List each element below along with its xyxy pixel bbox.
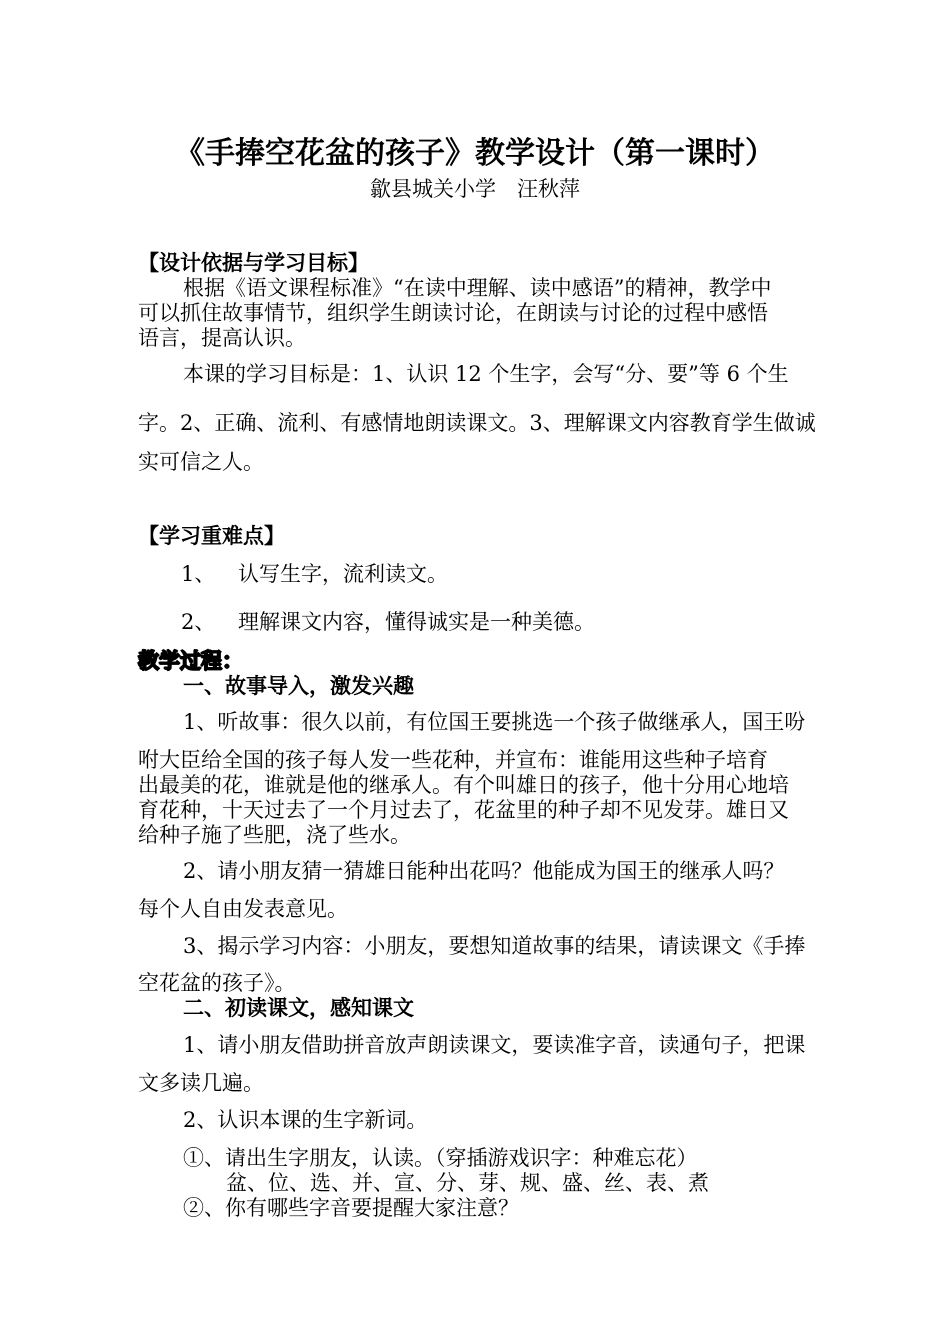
new-characters-list: 盆、位、选、并、宣、分、芽、规、盛、丝、表、煮 [226,1171,709,1195]
paragraph-line: 实可信之人。 [138,450,264,474]
part-heading-story-intro: 一、故事导入，激发兴趣 [183,673,414,698]
list-item-text: 认写生字，流利读文。 [238,562,448,586]
paragraph-line: 可以抓住故事情节，组织学生朗读讨论，在朗读与讨论的过程中感悟 [138,301,768,325]
paragraph-line: 育花种，十天过去了一个月过去了，花盆里的种子却不见发芽。雄日又 [138,798,789,822]
paragraph-line: 出最美的花，谁就是他的继承人。有个叫雄日的孩子，他十分用心地培 [138,773,789,797]
section-heading-design-basis: 【设计依据与学习目标】 [138,250,369,275]
paragraph-line: 根据《语文课程标准》“在读中理解、读中感语”的精神，教学中 [183,276,772,300]
process-heading: 教学过程： [138,648,243,673]
paragraph-line: 每个人自由发表意见。 [138,897,348,921]
section-heading-key-points: 【学习重难点】 [138,523,285,548]
list-item-number: 2、 [181,610,216,634]
paragraph-line: 2、请小朋友猜一猜雄日能种出花吗？他能成为国王的继承人吗？ [183,859,785,883]
paragraph-line: 给种子施了些肥，浇了些水。 [138,823,411,847]
paragraph-line: ①、请出生字朋友，认读。（穿插游戏识字：种难忘花） [183,1146,698,1170]
paragraph-line: 2、认识本课的生字新词。 [183,1108,428,1132]
list-item-number: 1、 [181,562,216,586]
part-heading-first-reading: 二、初读课文，感知课文 [183,995,414,1020]
paragraph-line: 文多读几遍。 [138,1071,264,1095]
list-item-text: 理解课文内容，懂得诚实是一种美德。 [238,610,595,634]
paragraph-line: 1、请小朋友借助拼音放声朗读课文，要读准字音，读通句子，把课 [183,1033,806,1057]
paragraph-line: 本课的学习目标是：1、认识 12 个生字，会写“分、要”等 6 个生 [183,362,789,386]
paragraph-line: 语言，提高认识。 [138,326,306,350]
paragraph-line: 咐大臣给全国的孩子每人发一些花种，并宣布：谁能用这些种子培育 [138,748,768,772]
paragraph-line: 3、揭示学习内容：小朋友，要想知道故事的结果，请读课文《手捧 [183,934,806,958]
paragraph-line: ②、你有哪些字音要提醒大家注意？ [183,1196,519,1220]
author-line: 歙县城关小学 汪秋萍 [370,177,580,201]
paragraph-line: 字。2、正确、流利、有感情地朗读课文。3、理解课文内容教育学生做诚 [138,411,816,435]
paragraph-line: 1、听故事：很久以前，有位国王要挑选一个孩子做继承人，国王吩 [183,710,806,734]
document-title: 《手捧空花盆的孩子》教学设计（第一课时） [175,136,775,171]
paragraph-line: 空花盆的孩子》。 [138,971,296,995]
